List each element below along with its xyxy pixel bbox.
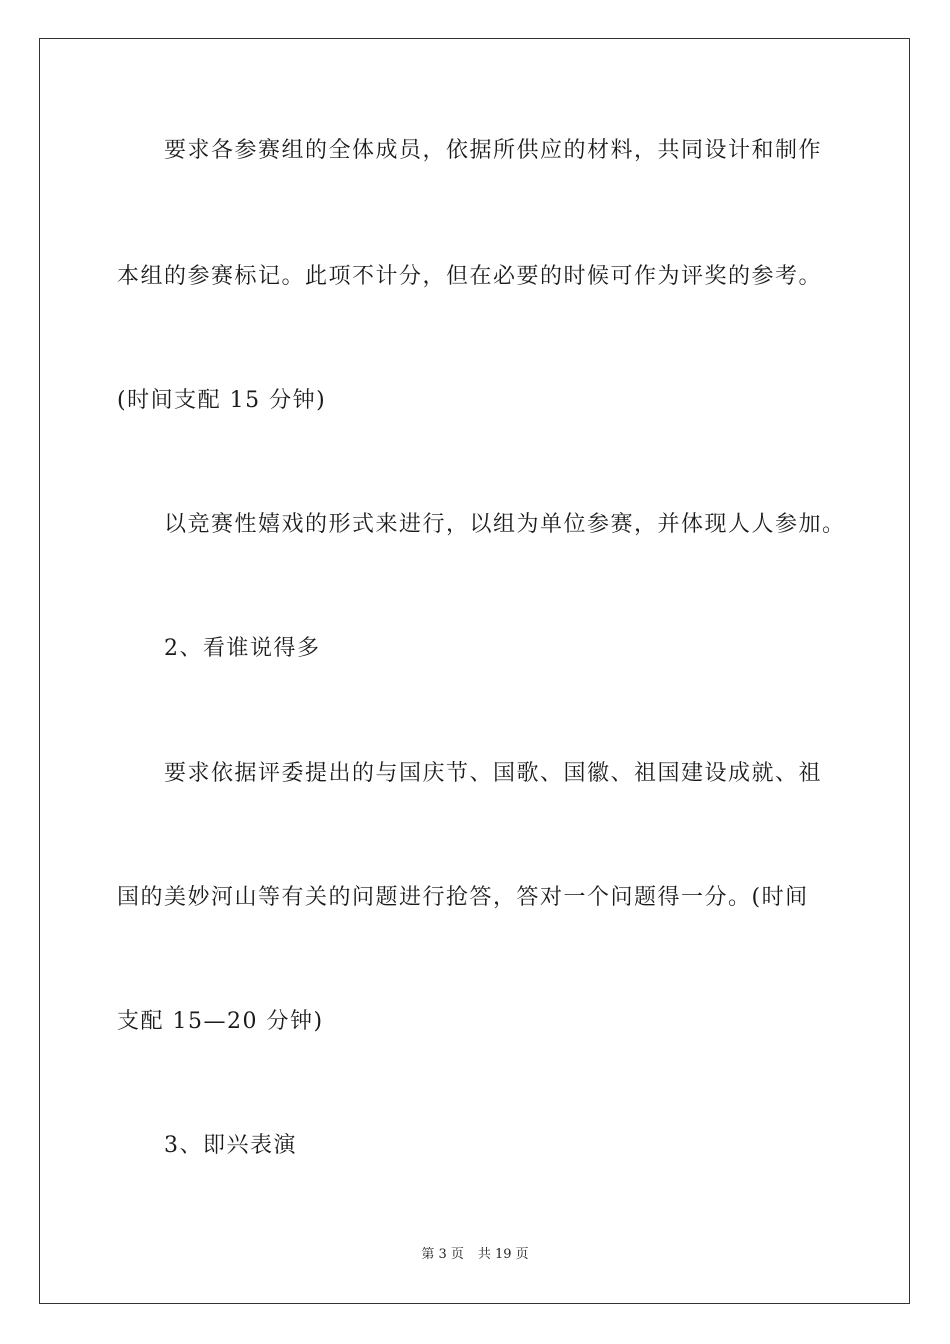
section-heading: 2、看谁说得多: [164, 636, 321, 661]
page-footer: [0, 1246, 950, 1264]
section-heading: 3、即兴表演: [164, 1133, 297, 1158]
paragraph-line: 国的美妙河山等有关的问题进行抢答，答对一个问题得一分。(时间: [117, 885, 809, 910]
page-total: 共 19 页: [477, 1247, 529, 1262]
page-border: [39, 38, 910, 1304]
page-number: 第 3 页: [421, 1247, 464, 1262]
paragraph-line: 本组的参赛标记。此项不计分，但在必要的时候可作为评奖的参考。: [117, 264, 823, 289]
paragraph-line: 支配 15—20 分钟): [117, 1009, 324, 1034]
paragraph-line: 要求依据评委提出的与国庆节、国歌、国徽、祖国建设成就、祖: [164, 761, 823, 786]
paragraph-line: 要求各参赛组的全体成员，依据所供应的材料，共同设计和制作: [164, 138, 823, 163]
paragraph-line: (时间支配 15 分钟): [117, 388, 327, 413]
paragraph-line: 以竞赛性嬉戏的形式来进行，以组为单位参赛，并体现人人参加。: [164, 512, 846, 537]
